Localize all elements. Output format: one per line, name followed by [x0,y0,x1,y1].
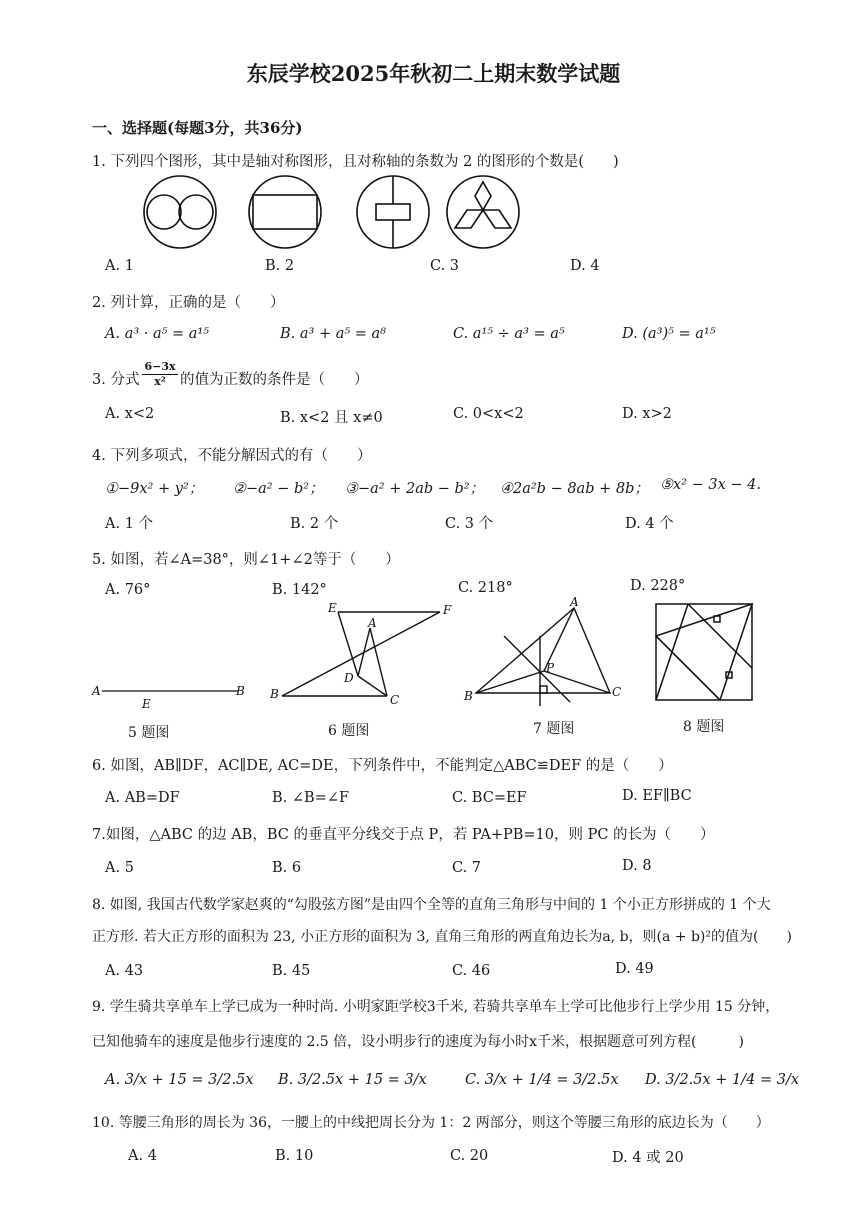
fig7-label-c: C [612,685,622,699]
caption-figure-8: 8 题图 [683,719,725,735]
q3-fraction-denominator: x² [154,375,166,388]
question-5-stem: 5. 如图，若∠A=38°，则∠1+∠2等于（ ） [92,552,400,568]
question-3-stem-prefix: 3. 分式 [92,372,140,388]
q1-option-d: D. 4 [570,258,600,274]
question-6-stem: 6. 如图，AB∥DF，AC∥DE, AC=DE，下列条件中，不能判定△ABC≌DEF 的是（ ） [92,758,673,774]
caption-figure-5: 5 题图 [128,725,170,741]
figure-circle-two-rings [144,176,216,248]
question-9-line-1: 9. 学生骑共享单车上学已成为一种时尚. 小明家距学校3千米, 若骑共享单车上学可比他步行上学少用 15 分钟， [92,999,780,1015]
q6-option-d: D. EF∥BC [622,788,692,804]
figure-7 [460,596,625,706]
q2-option-a: A. a³ · a⁵ = a¹⁵ [105,326,210,342]
question-4-stem: 4. 下列多项式，不能分解因式的有（ ） [92,448,372,464]
q9-option-c: C. 3/x + 1/4 = 3/2.5x [465,1072,619,1088]
fig7-label-p: P [546,661,555,675]
q7-option-b: B. 6 [272,860,302,876]
q4-item-3: ③−a² + 2ab − b²； [345,481,485,497]
q1-option-b: B. 2 [265,258,295,274]
q9-option-a: A. 3/x + 15 = 3/2.5x [105,1072,254,1088]
q1-option-c: C. 3 [430,258,460,274]
q8-option-c: C. 46 [452,963,491,979]
question-3-stem-suffix: 的值为正数的条件是（ ） [180,372,369,388]
q3-option-b: B. x<2 且 x≠0 [280,410,383,426]
question-8-line-1: 8. 如图, 我国古代数学家赵爽的“勾股弦方图”是由四个全等的直角三角形与中间的 1 个小正方形拼成的 1 个大 [92,897,771,913]
q4-item-1: ①−9x² + y²； [105,481,204,497]
fig5-label-e: E [142,697,151,711]
question-10-stem: 10. 等腰三角形的周长为 36，一腰上的中线把周长分为 1：2 两部分，则这个等腰三角形的底边长为（ ） [92,1115,770,1131]
q6-option-c: C. BC=EF [452,790,527,806]
question-8-line-2: 正方形. 若大正方形的面积为 23, 小正方形的面积为 3, 直角三角形的两直角边长为a, b，则(a + b)²的值为( ) [92,929,792,945]
q4-option-c: C. 3 个 [445,516,494,532]
figure-5 [90,675,250,715]
question-1-figures [140,172,530,252]
q5-option-a: A. 76° [105,582,151,598]
q3-fraction-numerator: 6−3x [142,360,178,375]
q10-option-c: C. 20 [450,1148,489,1164]
figure-circle-small-rect [357,176,429,248]
q9-option-b: B. 3/2.5x + 15 = 3/x [278,1072,427,1088]
q8-option-b: B. 45 [272,963,311,979]
q7-option-d: D. 8 [622,858,652,874]
q3-option-c: C. 0<x<2 [453,406,524,422]
q10-option-b: B. 10 [275,1148,314,1164]
q7-option-c: C. 7 [452,860,482,876]
q2-option-b: B. a³ + a⁵ = a⁸ [280,326,386,342]
q4-item-5: ⑤x² − 3x − 4. [660,477,761,493]
q9-option-d: D. 3/2.5x + 1/4 = 3/x [645,1072,800,1088]
q1-option-a: A. 1 [105,258,134,274]
fig6-label-e: E [328,601,337,615]
figure-circle-rectangle [249,176,321,248]
fig6-label-f: F [443,603,452,617]
fig5-label-b: B [236,684,245,698]
figure-circle-three-diamonds [447,176,519,248]
fig6-label-b: B [270,687,279,701]
q2-option-d: D. (a³)⁵ = a¹⁵ [622,326,716,342]
caption-figure-7: 7 题图 [533,721,575,737]
section-heading: 一、选择题(每题3分，共36分) [92,119,303,137]
q5-option-c: C. 218° [458,580,513,596]
q10-option-d: D. 4 或 20 [612,1150,684,1166]
fig5-label-a: A [92,684,101,698]
fig7-label-a: A [570,596,579,609]
fig6-label-a: A [368,616,377,630]
question-2-stem: 2. 列计算，正确的是（ ） [92,295,285,311]
q8-option-a: A. 43 [105,963,144,979]
page-title: 东辰学校2025年秋初二上期末数学试题 [246,61,621,86]
q5-option-d: D. 228° [630,578,686,594]
q4-option-d: D. 4 个 [625,516,674,532]
q4-option-b: B. 2 个 [290,516,339,532]
q8-option-d: D. 49 [615,961,654,977]
fig6-label-d: D [344,671,354,685]
q4-item-4: ④2a²b − 8ab + 8b； [500,481,649,497]
fig6-label-c: C [390,693,400,707]
figure-8-zhao-shuang-square [652,600,757,705]
question-1-stem: 1. 下列四个图形，其中是轴对称图形，且对称轴的条数为 2 的图形的个数是( ) [92,154,619,170]
question-7-stem: 7.如图，△ABC 的边 AB，BC 的垂直平分线交于点 P，若 PA+PB=10，则 PC 的长为（ ） [92,827,715,843]
q7-option-a: A. 5 [105,860,134,876]
q5-option-b: B. 142° [272,582,327,598]
fig7-label-b: B [464,689,473,703]
question-9-line-2: 已知他骑车的速度是他步行速度的 2.5 倍，设小明步行的速度为每小时x千米，根据题意可列方程( ) [92,1034,744,1050]
q4-item-2: ②−a² − b²； [233,481,324,497]
q3-option-d: D. x>2 [622,406,672,422]
q6-option-b: B. ∠B=∠F [272,790,350,806]
figure-6 [262,600,462,710]
q6-option-a: A. AB=DF [105,790,180,806]
q10-option-a: A. 4 [128,1148,157,1164]
q3-option-a: A. x<2 [105,406,155,422]
q3-fraction [142,360,178,389]
q2-option-c: C. a¹⁵ ÷ a³ = a⁵ [453,326,565,342]
q4-option-a: A. 1 个 [105,516,154,532]
caption-figure-6: 6 题图 [328,723,370,739]
